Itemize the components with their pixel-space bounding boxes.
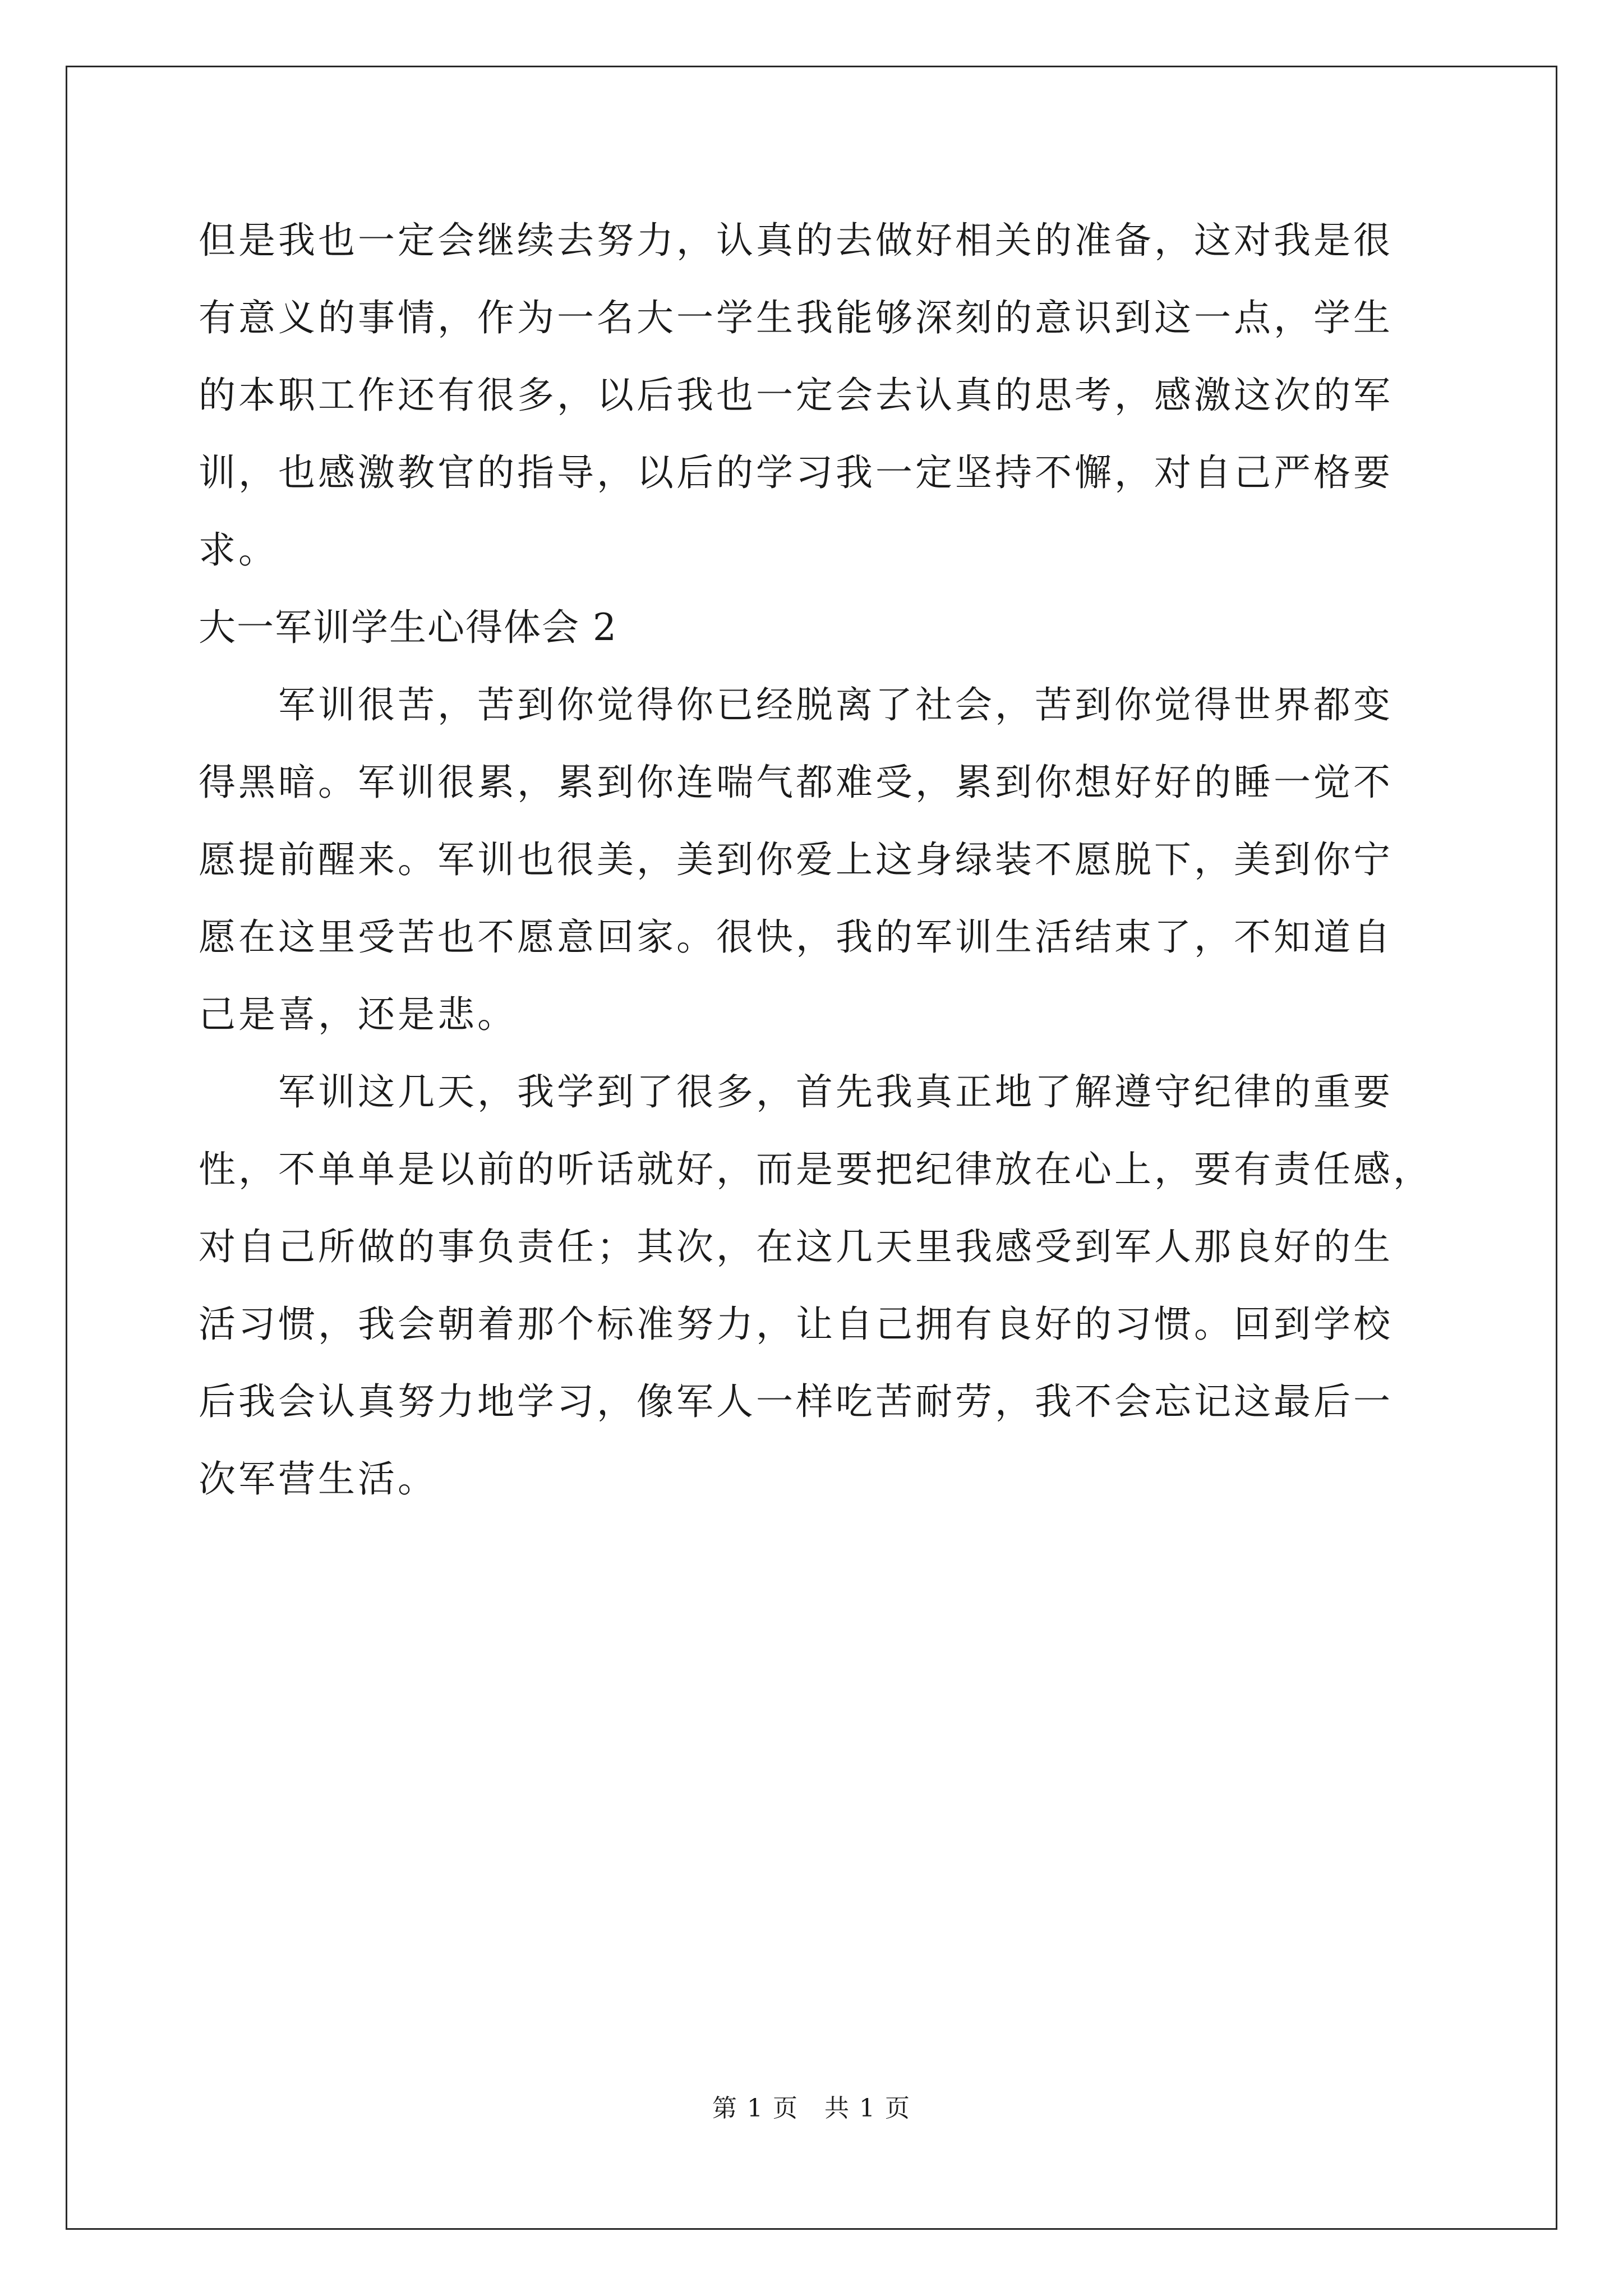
- body-line: 的本职工作还有很多，以后我也一定会去认真的思考，感激这次的军: [199, 374, 1393, 417]
- body-line: 得黑暗。军训很累，累到你连喘气都难受，累到你想好好的睡一觉不: [199, 761, 1393, 804]
- document-body: [199, 202, 1432, 1518]
- body-line: 活习惯，我会朝着那个标准努力，让自己拥有良好的习惯。回到学校: [199, 1303, 1393, 1346]
- body-line: 性，不单单是以前的听话就好，而是要把纪律放在心上，要有责任感，: [199, 1148, 1433, 1191]
- body-line: 有意义的事情，作为一名大一学生我能够深刻的意识到这一点，学生: [199, 296, 1393, 339]
- body-line: 求。: [199, 528, 278, 572]
- body-line: 次军营生活。: [199, 1457, 437, 1501]
- body-line: 己是喜，还是悲。: [199, 993, 517, 1036]
- body-line: 军训这几天，我学到了很多，首先我真正地了解遵守纪律的重要: [199, 1070, 1393, 1114]
- body-line: 对自己所做的事负责任；其次，在这几天里我感受到军人那良好的生: [199, 1225, 1393, 1268]
- body-line: 军训很苦，苦到你觉得你已经脱离了社会，苦到你觉得世界都变: [199, 683, 1393, 726]
- body-line: 后我会认真努力地学习，像军人一样吃苦耐劳，我不会忘记这最后一: [199, 1380, 1393, 1423]
- page-number-footer: 第 1 页 共 1 页: [712, 2094, 911, 2123]
- body-line: 愿在这里受苦也不愿意回家。很快，我的军训生活结束了，不知道自: [199, 915, 1393, 959]
- section-heading: 大一军训学生心得体会 2: [199, 606, 617, 649]
- body-line: 愿提前醒来。军训也很美，美到你爱上这身绿装不愿脱下，美到你宁: [199, 838, 1393, 881]
- body-line: 训，也感激教官的指导，以后的学习我一定坚持不懈，对自己严格要: [199, 451, 1393, 494]
- body-line: 但是我也一定会继续去努力，认真的去做好相关的准备，这对我是很: [199, 219, 1393, 262]
